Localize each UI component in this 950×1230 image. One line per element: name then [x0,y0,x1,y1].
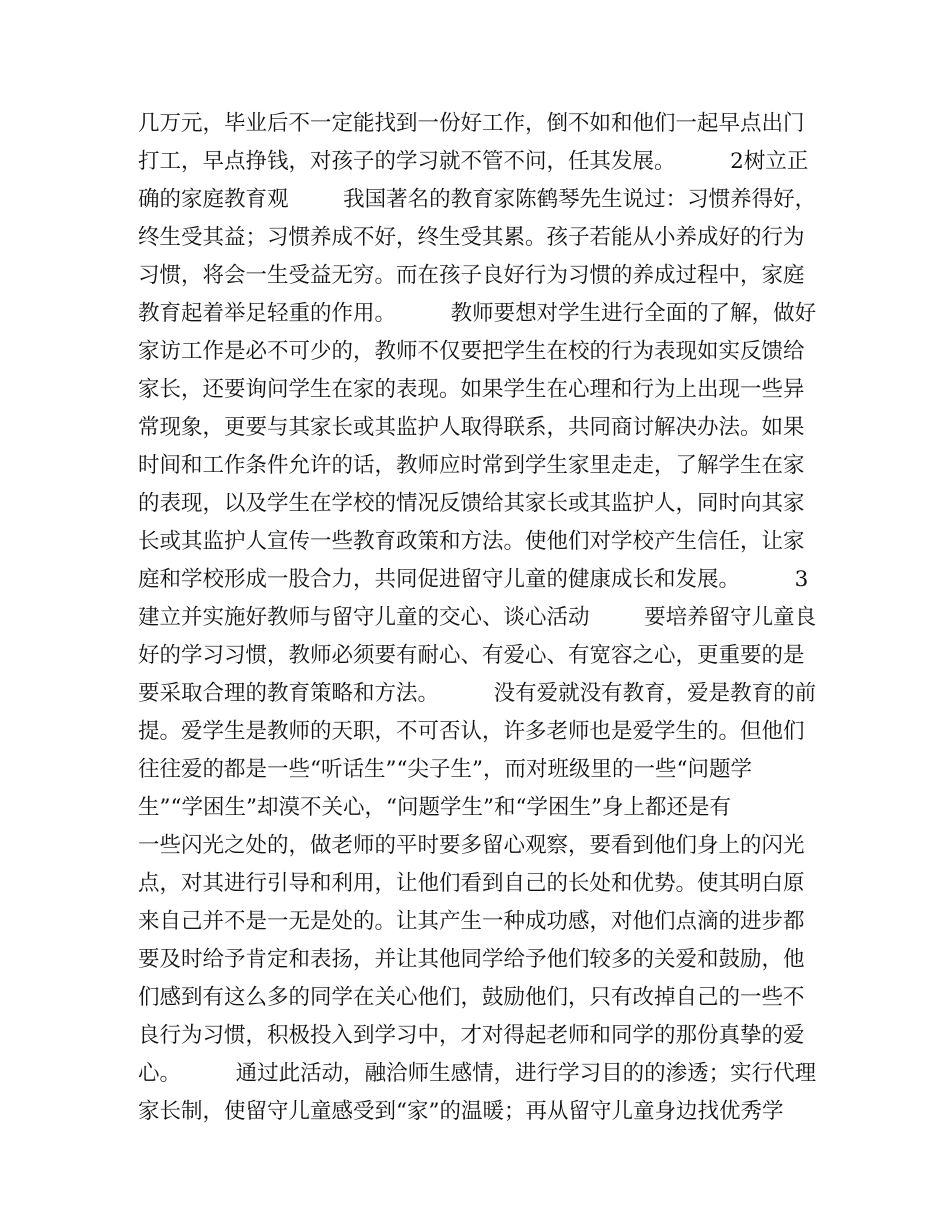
text-line: 习惯，将会一生受益无穷。而在孩子良好行为习惯的养成过程中，家庭 [138,263,805,288]
text-line: 的表现，以及学生在学校的情况反馈给其家长或其监护人，同时向其家 [138,491,805,516]
text-line: 点，对其进行引导和利用，让他们看到自己的长处和优势。使其明白原 [138,871,805,896]
text-line: 确的家庭教育观 我国著名的教育家陈鹤琴先生说过：习惯养得好， [138,187,817,212]
text-line: 时间和工作条件允许的话，教师应时常到学生家里走走，了解学生在家 [138,453,805,478]
text-line: 良行为习惯，积极投入到学习中，才对得起老师和同学的那份真挚的爱 [138,1023,805,1048]
text-line: 好的学习习惯，教师必须要有耐心、有爱心、有宽容之心，更重要的是 [138,643,805,668]
text-line: 长或其监护人宣传一些教育政策和方法。使他们对学校产生信任，让家 [138,529,805,554]
text-line: 家长制，使留守儿童感受到“家”的温暖；再从留守儿童身边找优秀学 [138,1099,784,1124]
body-text [138,105,818,1131]
text-line: 教育起着举足轻重的作用。 教师要想对学生进行全面的了解，做好 [138,301,817,326]
text-line: 家访工作是必不可少的，教师不仅要把学生在校的行为表现如实反馈给 [138,339,805,364]
text-line: 常现象，更要与其家长或其监护人取得联系，共同商讨解决办法。如果 [138,415,805,440]
text-line: 一些闪光之处的，做老师的平时要多留心观察，要看到他们身上的闪光 [138,833,805,858]
text-line: 生”“学困生”却漠不关心，“问题学生”和“学困生”身上都还是有 [138,795,731,820]
text-line: 要及时给予肯定和表扬，并让其他同学给予他们较多的关爱和鼓励，他 [138,947,805,972]
text-line: 来自己并不是一无是处的。让其产生一种成功感，对他们点滴的进步都 [138,909,805,934]
text-line: 打工，早点挣钱，对孩子的学习就不管不问，任其发展。 2树立正 [138,149,809,174]
text-line: 家长，还要询问学生在家的表现。如果学生在心理和行为上出现一些异 [138,377,805,402]
text-line: 要采取合理的教育策略和方法。 没有爱就没有教育，爱是教育的前 [138,681,817,706]
text-line: 心。 通过此活动，融洽师生感情，进行学习目的的渗透；实行代理 [138,1061,817,1086]
text-line: 庭和学校形成一股合力，共同促进留守儿童的健康成长和发展。 3 [138,567,809,592]
text-line: 们感到有这么多的同学在关心他们，鼓励他们，只有改掉自己的一些不 [138,985,805,1010]
text-line: 建立并实施好教师与留守儿童的交心、谈心活动 要培养留守儿童良 [138,605,817,630]
text-line: 提。爱学生是教师的天职，不可否认，许多老师也是爱学生的。但他们 [138,719,805,744]
text-line: 几万元，毕业后不一定能找到一份好工作，倒不如和他们一起早点出门 [138,111,805,136]
text-line: 终生受其益；习惯养成不好，终生受其累。孩子若能从小养成好的行为 [138,225,805,250]
text-line: 往往爱的都是一些“听话生”“尖子生”，而对班级里的一些“问题学 [138,757,752,782]
